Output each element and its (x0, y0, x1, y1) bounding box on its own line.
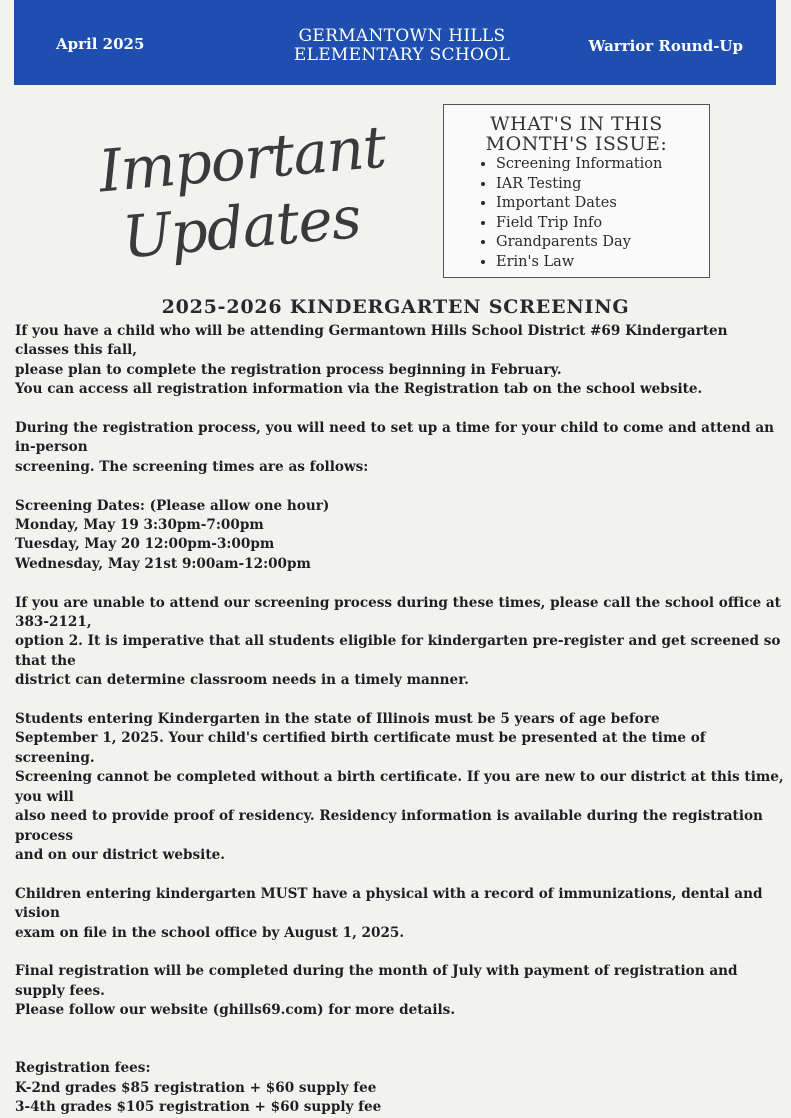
paragraph-line: also need to provide proof of residency. Residency information is available during the registration process (15, 808, 763, 844)
newsletter-header (14, 0, 776, 85)
list-item: • Important Dates (496, 194, 709, 214)
title-line2: Updates (119, 183, 363, 272)
paragraph-line: exam on file in the school office by August 1, 2025. (15, 924, 405, 941)
school-name-line2: ELEMENTARY SCHOOL (293, 45, 511, 65)
list-item: • Grandparents Day (496, 233, 709, 253)
list-item: • Field Trip Info (496, 214, 709, 234)
registration-fees-heading: Registration fees: (15, 1060, 151, 1077)
registration-fee: K-2nd grades $85 registration + $60 supply fee (15, 1079, 377, 1096)
issue-contents-box (443, 104, 710, 278)
registration-fee: 3-4th grades $105 registration + $60 supply fee (15, 1099, 382, 1116)
newsletter-name: Warrior Round-Up (588, 37, 743, 55)
paragraph-line: You can access all registration information via the Registration tab on the school website. (15, 381, 703, 398)
school-name-line1: GERMANTOWN HILLS (298, 26, 506, 46)
paragraph-line: please plan to complete the registration process beginning in February. (15, 361, 562, 378)
screening-dates-heading: Screening Dates: (Please allow one hour) (15, 497, 330, 514)
paragraph-line: district can determine classroom needs in a timely manner. (15, 672, 469, 689)
paragraph-line: Please follow our website (ghills69.com) for more details. (15, 1002, 456, 1019)
paragraph-line: If you have a child who will be attending Germantown Hills School District #69 Kindergarten classes this fall, (15, 323, 728, 359)
screening-content (15, 322, 785, 1118)
screening-date: Tuesday, May 20 12:00pm-3:00pm (15, 536, 275, 553)
paragraph-line: Final registration will be completed during the month of July with payment of registration and supply fees. (15, 963, 738, 999)
list-item: • Screening Information (496, 155, 709, 175)
school-name (224, 27, 580, 65)
paragraph-line: September 1, 2025. Your child's certified birth certificate must be presented at the time of screening. (15, 730, 706, 766)
issue-contents-list (444, 155, 709, 272)
important-updates-title (92, 113, 393, 274)
issue-heading-line2: MONTH'S ISSUE: (485, 133, 668, 155)
paragraph-line: If you are unable to attend our screening process during these times, please call the school office at 383-2121, (15, 594, 781, 631)
section-title: 2025-2026 KINDERGARTEN SCREENING (161, 296, 630, 318)
screening-date: Wednesday, May 21st 9:00am-12:00pm (15, 555, 311, 572)
title-line1: Important (95, 112, 389, 206)
paragraph-line: option 2. It is imperative that all students eligible for kindergarten pre-register and get screened so that the (15, 633, 781, 669)
issue-date: April 2025 (56, 35, 145, 53)
paragraph-line: Students entering Kindergarten in the state of Illinois must be 5 years of age before (15, 711, 660, 728)
paragraph-line: Screening cannot be completed without a birth certificate. If you are new to our district at this time, you will (15, 769, 784, 805)
list-item: • IAR Testing (496, 175, 709, 195)
issue-contents-heading (444, 114, 709, 154)
list-item: • Erin's Law (496, 253, 709, 273)
screening-date: Monday, May 19 3:30pm-7:00pm (15, 517, 264, 534)
paragraph-line: During the registration process, you will need to set up a time for your child to come and attend an in-person (15, 420, 775, 456)
paragraph-line: screening. The screening times are as follows: (15, 458, 369, 475)
paragraph-line: Children entering kindergarten MUST have a physical with a record of immunizations, dental and vision (15, 885, 763, 922)
issue-heading-line1: WHAT'S IN THIS (490, 113, 663, 135)
paragraph-line: and on our district website. (15, 846, 226, 863)
